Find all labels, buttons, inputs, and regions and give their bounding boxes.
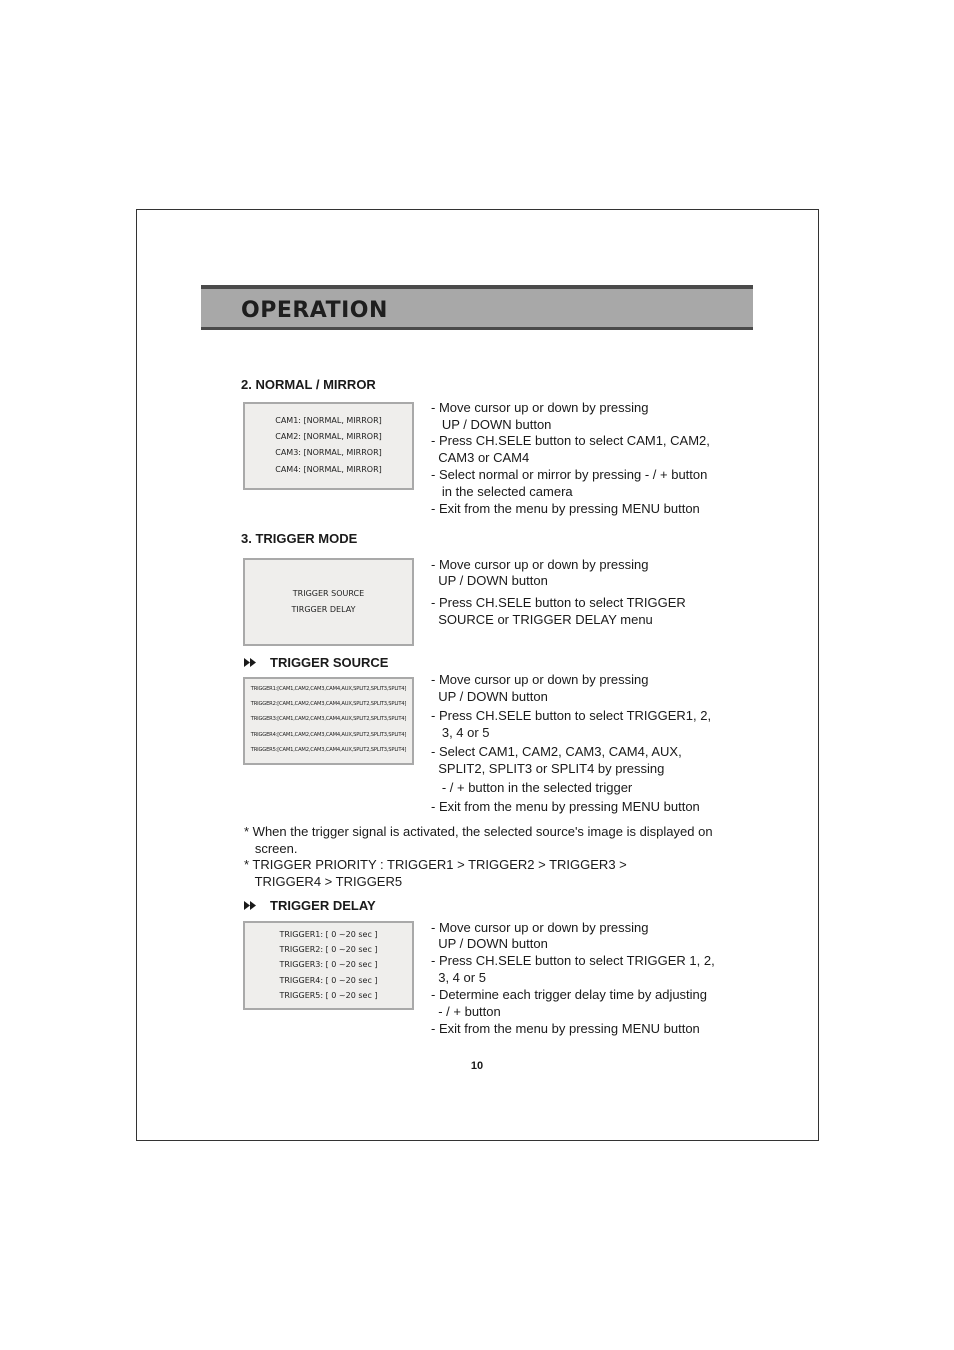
instruction-line: - Exit from the menu by pressing MENU button (431, 799, 700, 814)
screen-line: CAM4: [NORMAL, MIRROR] (275, 465, 382, 474)
normal-mirror-screen (243, 402, 414, 490)
instruction-line: UP / DOWN button (431, 573, 548, 588)
note-line: * When the trigger signal is activated, the selected source's image is displayed on (244, 824, 713, 839)
instruction-line: - Press CH.SELE button to select TRIGGER 1, 2, (431, 953, 715, 968)
screen-line: TRIGGER SOURCE (292, 589, 365, 598)
screen-line: TRIGGER2:[CAM1,CAM2,CAM3,CAM4,AUX,SPLIT2,SPLIT3,SPLIT4] (250, 701, 407, 707)
instruction-line: - Move cursor up or down by pressing (431, 672, 649, 687)
page-number: 10 (470, 1060, 484, 1072)
trigger-mode-title: 3. TRIGGER MODE (241, 531, 358, 546)
instruction-line: UP / DOWN button (431, 936, 548, 951)
instruction-line: - Press CH.SELE button to select TRIGGER1, 2, (431, 708, 712, 723)
instruction-line: UP / DOWN button (431, 417, 552, 432)
normal-mirror-title: 2. NORMAL / MIRROR (241, 377, 376, 392)
instruction-line: - Exit from the menu by pressing MENU button (431, 1021, 700, 1036)
screen-line: TRIGGER3:[CAM1,CAM2,CAM3,CAM4,AUX,SPLIT2,SPLIT3,SPLIT4] (250, 716, 407, 722)
instruction-line: 3, 4 or 5 (431, 970, 486, 985)
note-line: screen. (244, 841, 298, 856)
instruction-line: CAM3 or CAM4 (431, 450, 530, 465)
instruction-line: - Move cursor up or down by pressing (431, 400, 649, 415)
fast-forward-icon (244, 901, 258, 910)
instruction-line: SOURCE or TRIGGER DELAY menu (431, 612, 653, 627)
note-line: TRIGGER4 > TRIGGER5 (244, 874, 403, 889)
screen-line: TRIGGER2: [ 0 ~20 sec ] (279, 945, 378, 954)
screen-line: TRIGGER3: [ 0 ~20 sec ] (279, 960, 378, 969)
trigger-delay-screen (243, 921, 414, 1010)
screen-line: CAM2: [NORMAL, MIRROR] (275, 432, 382, 441)
trigger-delay-title: TRIGGER DELAY (270, 898, 376, 913)
instruction-line: UP / DOWN button (431, 689, 548, 704)
instruction-line: - Press CH.SELE button to select TRIGGER (431, 595, 686, 610)
instruction-line: - Press CH.SELE button to select CAM1, CAM2, (431, 433, 710, 448)
instruction-line: - / + button (431, 1004, 501, 1019)
note-line: * TRIGGER PRIORITY : TRIGGER1 > TRIGGER2 > TRIGGER3 > (244, 857, 627, 872)
fast-forward-icon (244, 658, 258, 667)
instruction-line: - / + button in the selected trigger (431, 780, 633, 795)
trigger-mode-screen (243, 558, 414, 646)
instruction-line: SPLIT2, SPLIT3 or SPLIT4 by pressing (431, 761, 665, 776)
section-header-bar (201, 285, 753, 330)
screen-line: TIRGGER DELAY (291, 605, 356, 614)
screen-line: TRIGGER5: [ 0 ~20 sec ] (279, 991, 378, 1000)
trigger-source-screen (243, 677, 414, 765)
screen-line: TRIGGER4: [ 0 ~20 sec ] (279, 976, 378, 985)
instruction-line: - Select normal or mirror by pressing - / + button (431, 467, 708, 482)
trigger-source-title: TRIGGER SOURCE (270, 655, 389, 670)
screen-line: CAM3: [NORMAL, MIRROR] (275, 448, 382, 457)
instruction-line: - Determine each trigger delay time by adjusting (431, 987, 708, 1002)
screen-line: TRIGGER4:[CAM1,CAM2,CAM3,CAM4,AUX,SPLIT2,SPLIT3,SPLIT4] (250, 732, 407, 738)
page-title: OPERATION (241, 298, 388, 323)
instruction-line: - Move cursor up or down by pressing (431, 920, 649, 935)
screen-line: CAM1: [NORMAL, MIRROR] (275, 416, 382, 425)
screen-line: TRIGGER1: [ 0 ~20 sec ] (279, 930, 378, 939)
instruction-line: - Exit from the menu by pressing MENU button (431, 501, 700, 516)
instruction-line: 3, 4 or 5 (431, 725, 490, 740)
instruction-line: - Select CAM1, CAM2, CAM3, CAM4, AUX, (431, 744, 682, 759)
screen-line: TRIGGER1:[CAM1,CAM2,CAM3,CAM4,AUX,SPLIT2,SPLIT3,SPLIT4] (250, 686, 407, 692)
instruction-line: in the selected camera (431, 484, 573, 499)
screen-line: TRIGGER5:[CAM1,CAM2,CAM3,CAM4,AUX,SPLIT2,SPLIT3,SPLIT4] (250, 747, 407, 753)
instruction-line: - Move cursor up or down by pressing (431, 557, 649, 572)
